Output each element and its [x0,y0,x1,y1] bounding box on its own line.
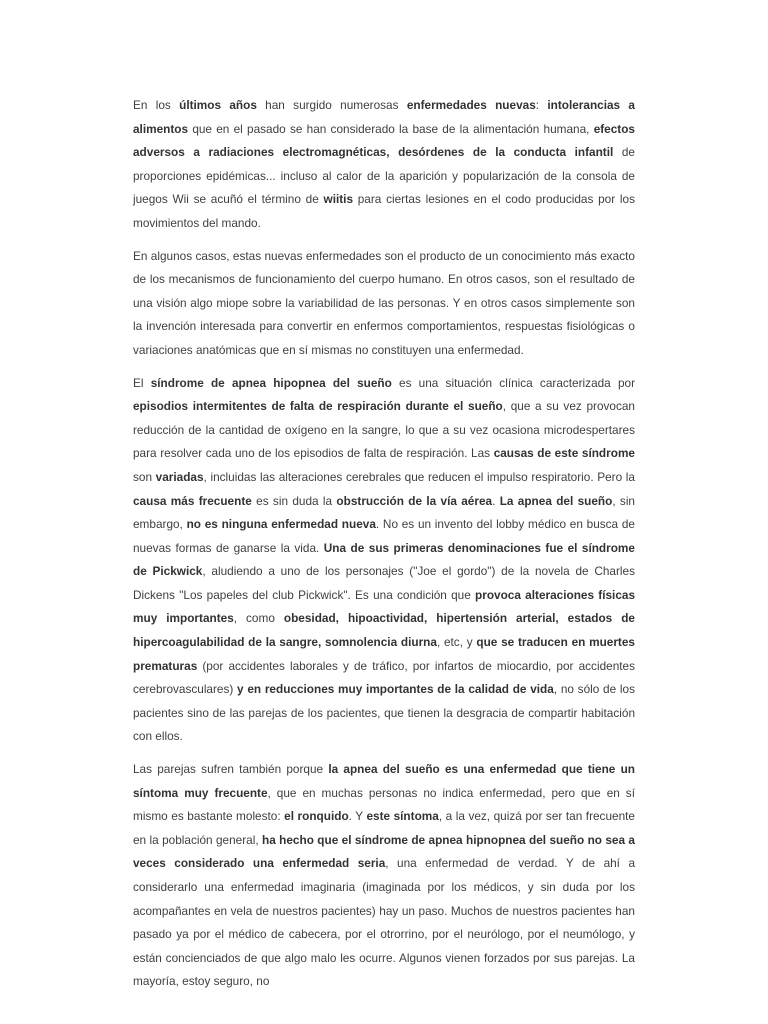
bold-text: obesidad, hipoactividad, hipertensión arterial, estados de hipercoagulabilidad de la sangre, somnolencia diurna [133,611,635,650]
bold-text: obstrucción de la vía aérea [336,493,493,508]
text-run: , etc, y [436,635,477,650]
bold-text: ha hecho que el síndrome de apnea hipnopnea del sueño no sea a veces considerado una enfermedad seria [133,832,635,871]
text-run: , aludiendo a uno de los personajes ("Joe el gordo") de la novela de Charles Dickens "Los papeles del club Pickwick". Es una condición que [133,564,636,602]
text-run: han surgido numerosas [256,98,407,112]
text-run: , que a su vez provocan reducción de la cantidad de oxígeno en la sangre, lo que a su vez ocasiona microdespertares para resolver cada uno de los episodios de falta de respiración. Las [133,399,635,461]
bold-text: causas de este síndrome [493,446,635,461]
bold-text: el ronquido [284,809,349,824]
bold-text: wiitis [323,192,354,207]
text-run: de proporciones epidémicas... incluso al calor de la aparición y popularización de la consola de juegos Wii se acuñó el término de [133,145,635,207]
bold-text: episodios intermitentes de falta de respiración durante el sueño [133,399,503,414]
text-run: : [535,98,548,112]
paragraph [133,94,635,236]
bold-text: La apnea del sueño [499,493,613,508]
text-run: , no sólo de los pacientes sino de las parejas de los pacientes, que tienen la desgracia de compartir habitación con ellos. [133,682,635,744]
bold-text: últimos años [179,98,257,112]
bold-text: provoca alteraciones físicas muy importantes [133,587,635,626]
text-run: En algunos casos, estas nuevas enfermedades son el producto de un conocimiento más exacto de los mecanismos de funcionamiento del cuerpo humano. En otros casos, son el resultado de una visión algo miope sobre la variabilidad de las personas. Y en otros casos simplemente son la invención interesada para convertir en enfermos comportamientos, respuestas fisiológicas o variaciones anatómicas que en sí mismas no constituyen una enfermedad. [133,248,635,357]
bold-text: variadas [155,469,204,484]
text-run: , a la vez, quizá por ser tan frecuente en la población general, [133,809,635,847]
text-run: son [133,469,156,484]
text-run: , incluidas las alteraciones cerebrales que reducen el impulso respiratorio. Pero la [203,469,635,484]
text-run: que en el pasado se han considerado la base de la alimentación humana, [188,121,594,136]
text-run: (por accidentes laborales y de tráfico, por infartos de miocardio, por accidentes cerebrovasculares) [133,658,635,697]
bold-text: Una de sus primeras denominaciones fue el síndrome de Pickwick [133,540,635,579]
text-run: . [492,493,500,508]
bold-text: intolerancias a alimentos [133,98,635,136]
bold-text: que se traducen en muertes prematuras [133,635,635,673]
bold-text: este síntoma [366,809,439,824]
bold-text: y en reducciones muy importantes de la calidad de vida [237,682,554,697]
text-run: para ciertas lesiones en el codo producidas por los movimientos del mando. [133,192,635,230]
paragraph [133,245,635,363]
text-run: , que en muchas personas no indica enfermedad, pero que en sí mismo es bastante molesto: [133,785,635,824]
document-body [133,94,635,1003]
paragraph [133,372,635,750]
text-run: En los [133,98,180,112]
bold-text: enfermedades nuevas [406,98,536,112]
text-run: es sin duda la [251,493,337,508]
text-run: , sin embargo, [133,493,635,532]
text-run: , como [233,611,284,626]
text-run: Las parejas sufren también porque [133,762,329,777]
text-run: . No es un invento del lobby médico en busca de nuevas formas de ganarse la vida. [133,517,635,555]
bold-text: la apnea del sueño es una enfermedad que tiene un síntoma muy frecuente [133,762,635,800]
text-run: . Y [348,809,367,824]
text-run: El [133,375,151,390]
paragraph [133,758,635,994]
text-run: , una enfermedad de verdad. Y de ahí a considerarlo una enfermedad imaginaria (imaginada por los médicos, y sin duda por los acompañantes en vela de nuestros pacientes) hay un paso. Muchos de nuestros pacientes han pasado ya por el médico de cabecera, por el otrorrino, por el neurólogo, por el neumólogo, y están concienciados de que algo malo les ocurre. Algunos vienen forzados por sus parejas. La mayoría, estoy seguro, no [133,856,636,989]
bold-text: efectos adversos a radiaciones electromagnéticas, desórdenes de la conducta infantil [133,121,635,160]
bold-text: síndrome de apnea hipopnea del sueño [150,375,392,390]
text-run: es una situación clínica caracterizada por [391,375,635,390]
bold-text: no es ninguna enfermedad nueva [186,517,376,532]
bold-text: causa más frecuente [133,493,252,508]
